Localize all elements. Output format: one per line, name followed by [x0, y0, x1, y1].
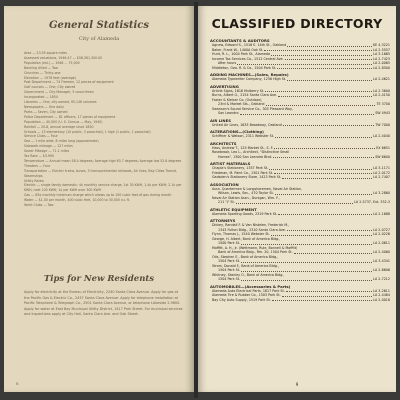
- statistic-item: Schools — 13 elementary (10 public, 3 parochial), 1 high (1 public, 1 parochial): [24, 129, 151, 134]
- entry-phone: LA 2-7212: [373, 277, 390, 282]
- leader-dots: [264, 48, 372, 51]
- directory-entry: [210, 66, 390, 71]
- directory-entry: [210, 77, 390, 82]
- entry-phone: LA 2-4040: [373, 134, 390, 139]
- leader-dots: [287, 77, 372, 80]
- statistic-item: Gas — 65¢ monthly minimum charge which allows up to 100 cubic feet of gas during month: [24, 193, 172, 198]
- left-page: [4, 6, 194, 392]
- left-page-number: 8: [16, 381, 19, 386]
- directory-category: ASSOCIATION: [210, 181, 239, 187]
- entry-name: Alameda Auto Electrical Parts, 1817 Park St.: [212, 288, 285, 293]
- entry-name: Foster & Kleiser Co. (Outdoor),: [212, 97, 263, 102]
- entry-phone: LA 2-0065: [373, 61, 390, 66]
- entry-name: 1504 Park St.: [218, 259, 241, 264]
- leader-dots: [266, 102, 376, 105]
- entry-phone: LA 2-3600: [373, 88, 390, 93]
- directory-category: AUTOMOBILES—(Accessories & Parts): [210, 283, 291, 289]
- entry-phone: KE 4-3221: [373, 43, 390, 48]
- leader-dots: [294, 250, 372, 253]
- entry-phone: LA 2-7423: [373, 56, 390, 61]
- leader-dots: [265, 89, 372, 92]
- entry-name: 23rd & Market Sts., Oakland: [218, 102, 265, 107]
- entry-phone: SW 4943: [375, 111, 390, 116]
- entry-phone: LA 2-8500: [373, 65, 390, 70]
- entry-phone: LA 2-4621: [373, 77, 390, 82]
- directory-title: CLASSIFIED DIRECTORY: [211, 16, 383, 31]
- entry-phone: LA 2-4150: [373, 93, 390, 98]
- right-page-number: 9: [295, 382, 299, 387]
- statistic-item: Sewer Mileage — 71.1 miles: [24, 149, 70, 154]
- entry-phone: LA 2-7407: [373, 175, 390, 180]
- statistic-item: Area — 23.05 square miles: [24, 51, 68, 55]
- entry-name: Assn. Quartermen & Longshoremen, Naval Air Station,: [212, 186, 302, 191]
- entry-phone: LA 3-4341: [373, 259, 390, 264]
- leader-dots: [286, 289, 372, 292]
- entry-name: Dickey, Randall F. & Van Nistelen, Frederick M.,: [212, 223, 290, 228]
- leader-dots: [272, 298, 372, 301]
- entry-name: Baker, Frank W., 1400A Oak St.: [212, 47, 264, 52]
- entry-name: Homes", 1300 San Leandro Blvd.: [218, 154, 273, 159]
- leader-dots: [287, 43, 372, 46]
- entry-name: Wilson, Lewis, Sec., 470 Taylor St.: [218, 191, 274, 196]
- leader-dots: [275, 134, 372, 137]
- entry-name: 1343 Fulton Bldg., 2310 Santa Clara Ave.: [218, 227, 286, 232]
- leader-dots: [282, 293, 372, 296]
- entry-name: Hunt, R. L., 1004 Park St., Alameda: [212, 52, 270, 57]
- directory-category: ADVERTISING: [210, 83, 239, 89]
- leader-dots: [282, 175, 372, 178]
- leader-dots: [278, 93, 372, 96]
- leader-dots: [283, 123, 375, 126]
- leader-dots: [278, 212, 372, 215]
- entry-name: Alameda Sporting Goods, 2319 Park St.: [212, 211, 278, 216]
- leader-dots: [240, 111, 375, 114]
- entry-phone: LA 3-2860: [373, 191, 390, 196]
- statistic-item: Yacht Clubs — Two: [24, 203, 54, 208]
- entry-name: Hass, Andrew T., 125 Market St., S. F.: [212, 145, 274, 150]
- statistic-item: Tax Rate — $3.990: [24, 154, 54, 159]
- entry-phone: LA 2-0611: [373, 241, 390, 246]
- statistic-item: Utility Rates:: [24, 178, 45, 183]
- directory-entry: [210, 123, 390, 128]
- leader-dots: [274, 171, 372, 174]
- entry-phone: LA 2-0172: [373, 170, 390, 175]
- tips-title: Tips for New Residents: [43, 274, 155, 284]
- leader-dots: [241, 268, 372, 271]
- leader-dots: [275, 191, 372, 194]
- entry-phone: LA 3-2611: [373, 288, 390, 293]
- entry-phone: LA 3-1171: [373, 166, 390, 171]
- entry-name: Bank of America Bldg., Rm. 20, 1504 Park St.: [218, 250, 293, 255]
- entry-name: Flynn, Thomas J., 1540 Webster St.: [212, 232, 270, 237]
- leader-dots: [277, 66, 372, 69]
- directory-entry: [210, 212, 390, 217]
- entry-phone: LA 2-5737, Ext. 332-3: [354, 200, 390, 205]
- directory-entry: [210, 111, 390, 116]
- statistic-item: Incorporated — 1854: [24, 95, 58, 100]
- directory-entry: [210, 277, 390, 282]
- directory-category: ACCOUNTANTS & AUDITORS: [210, 38, 270, 43]
- statistic-item: Libraries — One, city owned, 95,146 volumes: [24, 100, 97, 105]
- entry-name: Otis, Stephen E., Bank of America Bldg.,: [212, 254, 279, 259]
- leader-dots: [273, 155, 374, 158]
- entry-name: Rosebrook, Leo L., Architect, "Distinctive Small: [212, 150, 290, 155]
- directory-category: ARTIST MATERIALS: [210, 161, 251, 166]
- entry-name: Swanson's Sound Service Co., 305 Pleasant Way,: [212, 106, 293, 111]
- entry-name: After hours: [218, 61, 237, 66]
- entry-phone: LA 2-6606: [373, 268, 390, 273]
- tips-paragraph: Apply for electricity at the Bureau of Electricity, 2240 Santa Clara Avenue. Apply for gas at the Pacific Gas & Electric Co., 2437 Santa Clara Avenue. Apply for telephone installation at Pacific Telephone & Telegraph Co., 2501 Santa Clara Avenue, or telephone LAkeside 2-9600. Apply for water at East Bay Municipal Utility District, 1417 Park Street. For municipal services and inspections apply at City Hall, Santa Clara Ave. and Oak Street.: [24, 290, 183, 317]
- statistic-item: Transportation — Electric trains, buses, 3 transcontinental railroads, Air lines, Bay Cities Transit, Steamships: [24, 168, 177, 178]
- statistic-item: Banking Allied — Two: [24, 65, 58, 70]
- directory-entry: [210, 200, 390, 205]
- entry-name: Schiffner & Watson, 2311 Webster St.: [212, 134, 275, 139]
- leader-dots: [241, 241, 372, 244]
- entry-name: Alameda Tire & Rubber Co., 1503 Park St.: [212, 293, 281, 298]
- statistic-item: Elevation — 1976 feet (average): [24, 75, 76, 80]
- classified-directory: [210, 38, 390, 302]
- entry-phone: EX 6651: [376, 145, 390, 150]
- entry-phone: LA 2-4060: [373, 250, 390, 255]
- entry-phone: TE 3700: [376, 102, 390, 107]
- entry-name: Bay City Auto Supply, 1519 Park St.: [212, 297, 271, 302]
- entry-name: George, H. Albert, Bank of America Bldg.,: [212, 236, 281, 241]
- directory-category: ALTERATIONS—(Clothing): [210, 129, 264, 134]
- leader-dots: [271, 52, 372, 55]
- entry-phone: TW 7000: [375, 122, 390, 127]
- statistic-item: Assessed valuations, 1946-47 — $58,361,300.00: [24, 55, 103, 60]
- leader-dots: [287, 228, 372, 231]
- statistic-item: Temperature — Annual mean 58.4 degrees; Average high 63.7 degrees; Average low 52.6 degrees: [24, 158, 182, 163]
- entry-phone: LA 2-0727: [373, 227, 390, 232]
- entry-name: 1504 Park St.: [218, 277, 241, 282]
- directory-category: ATHLETIC EQUIPMENT: [210, 206, 257, 212]
- directory-category: ARCHITECTS: [210, 140, 237, 146]
- statistic-item: Post Department — 74 Firemen, 12 pieces of equipment: [24, 80, 114, 85]
- right-page: [198, 6, 396, 392]
- statistic-item: Water — $1.00 per month, 400 cubic feet, 10,000 to 30,000 cu. ft.: [24, 198, 130, 203]
- statistic-item: Service Clubs — Four: [24, 134, 58, 139]
- leader-dots: [236, 200, 353, 203]
- leader-dots: [285, 57, 372, 60]
- entry-name: Agnew, Edward S., 1516 E. 14th St., Oakland: [212, 43, 287, 48]
- entry-phone: LA 2-4484: [373, 293, 390, 298]
- statistic-item: Golf courses — One, City owned: [24, 85, 76, 90]
- entry-phone: LA 2-0018: [373, 297, 390, 302]
- entry-phone: LA 3-1665: [373, 52, 390, 57]
- leader-dots: [237, 61, 372, 64]
- leader-dots: [271, 232, 372, 235]
- entry-phone: SW 6600: [375, 154, 390, 159]
- directory-category: AIR LINES: [210, 117, 231, 123]
- entry-name: Friedman, M. Paint Co., 1301 Park St.: [212, 170, 274, 175]
- entry-name: San Leandro: [218, 111, 239, 116]
- statistic-item: Electric — single family domestic: 4¢ monthly service charge, 1st 30 KWH, 1.4¢ per KWH; 2.1¢ per KWH, next 100 KWH; 1¢ per KWH over 300 KWH: [24, 183, 182, 193]
- entry-name: 1500 Park St.: [218, 241, 241, 246]
- entry-phone: LA 2-5557: [373, 47, 390, 52]
- leader-dots: [241, 277, 372, 280]
- statistic-item: Sea — 1 mile wide, 8 miles long (approximate): [24, 139, 99, 144]
- entry-name: Whitney, Stanley O., Bank of America Bldg.,: [212, 272, 285, 277]
- entry-name: Burns, Albert G., 2154 Santa Clara Ave.: [212, 93, 277, 98]
- entry-name: Naval Air Station Assn., Dunigan, Wm. F.,: [212, 195, 280, 200]
- entry-phone: LA 2-1688: [373, 211, 390, 216]
- entry-name: 211 "J" St.: [218, 200, 235, 205]
- directory-entry: [210, 298, 390, 303]
- statistic-item: Population — 40,000 (U. S. Census — May, 1940): [24, 119, 103, 124]
- statistic-item: Police Department — 81 officers, 17 pieces of equipment: [24, 114, 116, 119]
- statistic-item: Government — City Manager, 5 councilmen: [24, 90, 94, 95]
- entry-name: Moffitt, A. H., Jr. (Wettmann, Rule, Bonnell & Moffitt): [212, 245, 298, 250]
- statistics-list: [24, 51, 186, 208]
- statistic-item: Theaters — Four: [24, 163, 51, 168]
- directory-category: ATTORNEYS: [210, 218, 236, 223]
- entry-name: Alameda Typewriter Company, 1256 High St.: [212, 77, 287, 82]
- open-booklet: [2, 2, 398, 398]
- statistic-item: Population (est.) — 1946 ... 75,000: [24, 60, 80, 65]
- statistic-item: Parks — Seven, City owned: [24, 109, 68, 114]
- statistic-item: Newspapers — One daily: [24, 104, 64, 109]
- directory-entry: [210, 134, 390, 139]
- entry-name: Middleton, Geo. R. & Co., 1504 Park St.: [212, 65, 277, 70]
- entry-name: Article Signs, 1616 Mulberry St.: [212, 88, 265, 93]
- entry-name: United Air Lines, 1633 Broadway, Oakland: [212, 122, 282, 127]
- statistic-item: Sidewalk mileage — 127 miles: [24, 144, 73, 149]
- city-subtitle: City of Alameda: [78, 36, 120, 42]
- entry-name: 1504 Park St.: [218, 268, 241, 273]
- entry-name: Income Tax Services Co., 1512 Central Ave.: [212, 56, 284, 61]
- directory-category: ADDING MACHINES—(Sales, Repairs): [210, 72, 289, 77]
- leader-dots: [241, 259, 372, 262]
- statistic-item: Rainfall — 20.8, annual average since 1850: [24, 124, 94, 129]
- directory-entry: [210, 175, 390, 180]
- directory-entry: [210, 155, 390, 160]
- entry-name: Gadsden's Stationery Store, 1423 Park St.: [212, 175, 282, 180]
- statistic-item: Churches — Thirty-one: [24, 70, 61, 75]
- general-statistics-title: General Statistics: [48, 20, 150, 31]
- leader-dots: [269, 166, 372, 169]
- leader-dots: [274, 146, 375, 149]
- entry-name: Strom, Donald F., Bank of America Bldg.,: [212, 263, 279, 268]
- entry-phone: LA 2-0226: [373, 232, 390, 237]
- entry-name: Chapla's Stationery, 1357 Park St.: [212, 166, 269, 171]
